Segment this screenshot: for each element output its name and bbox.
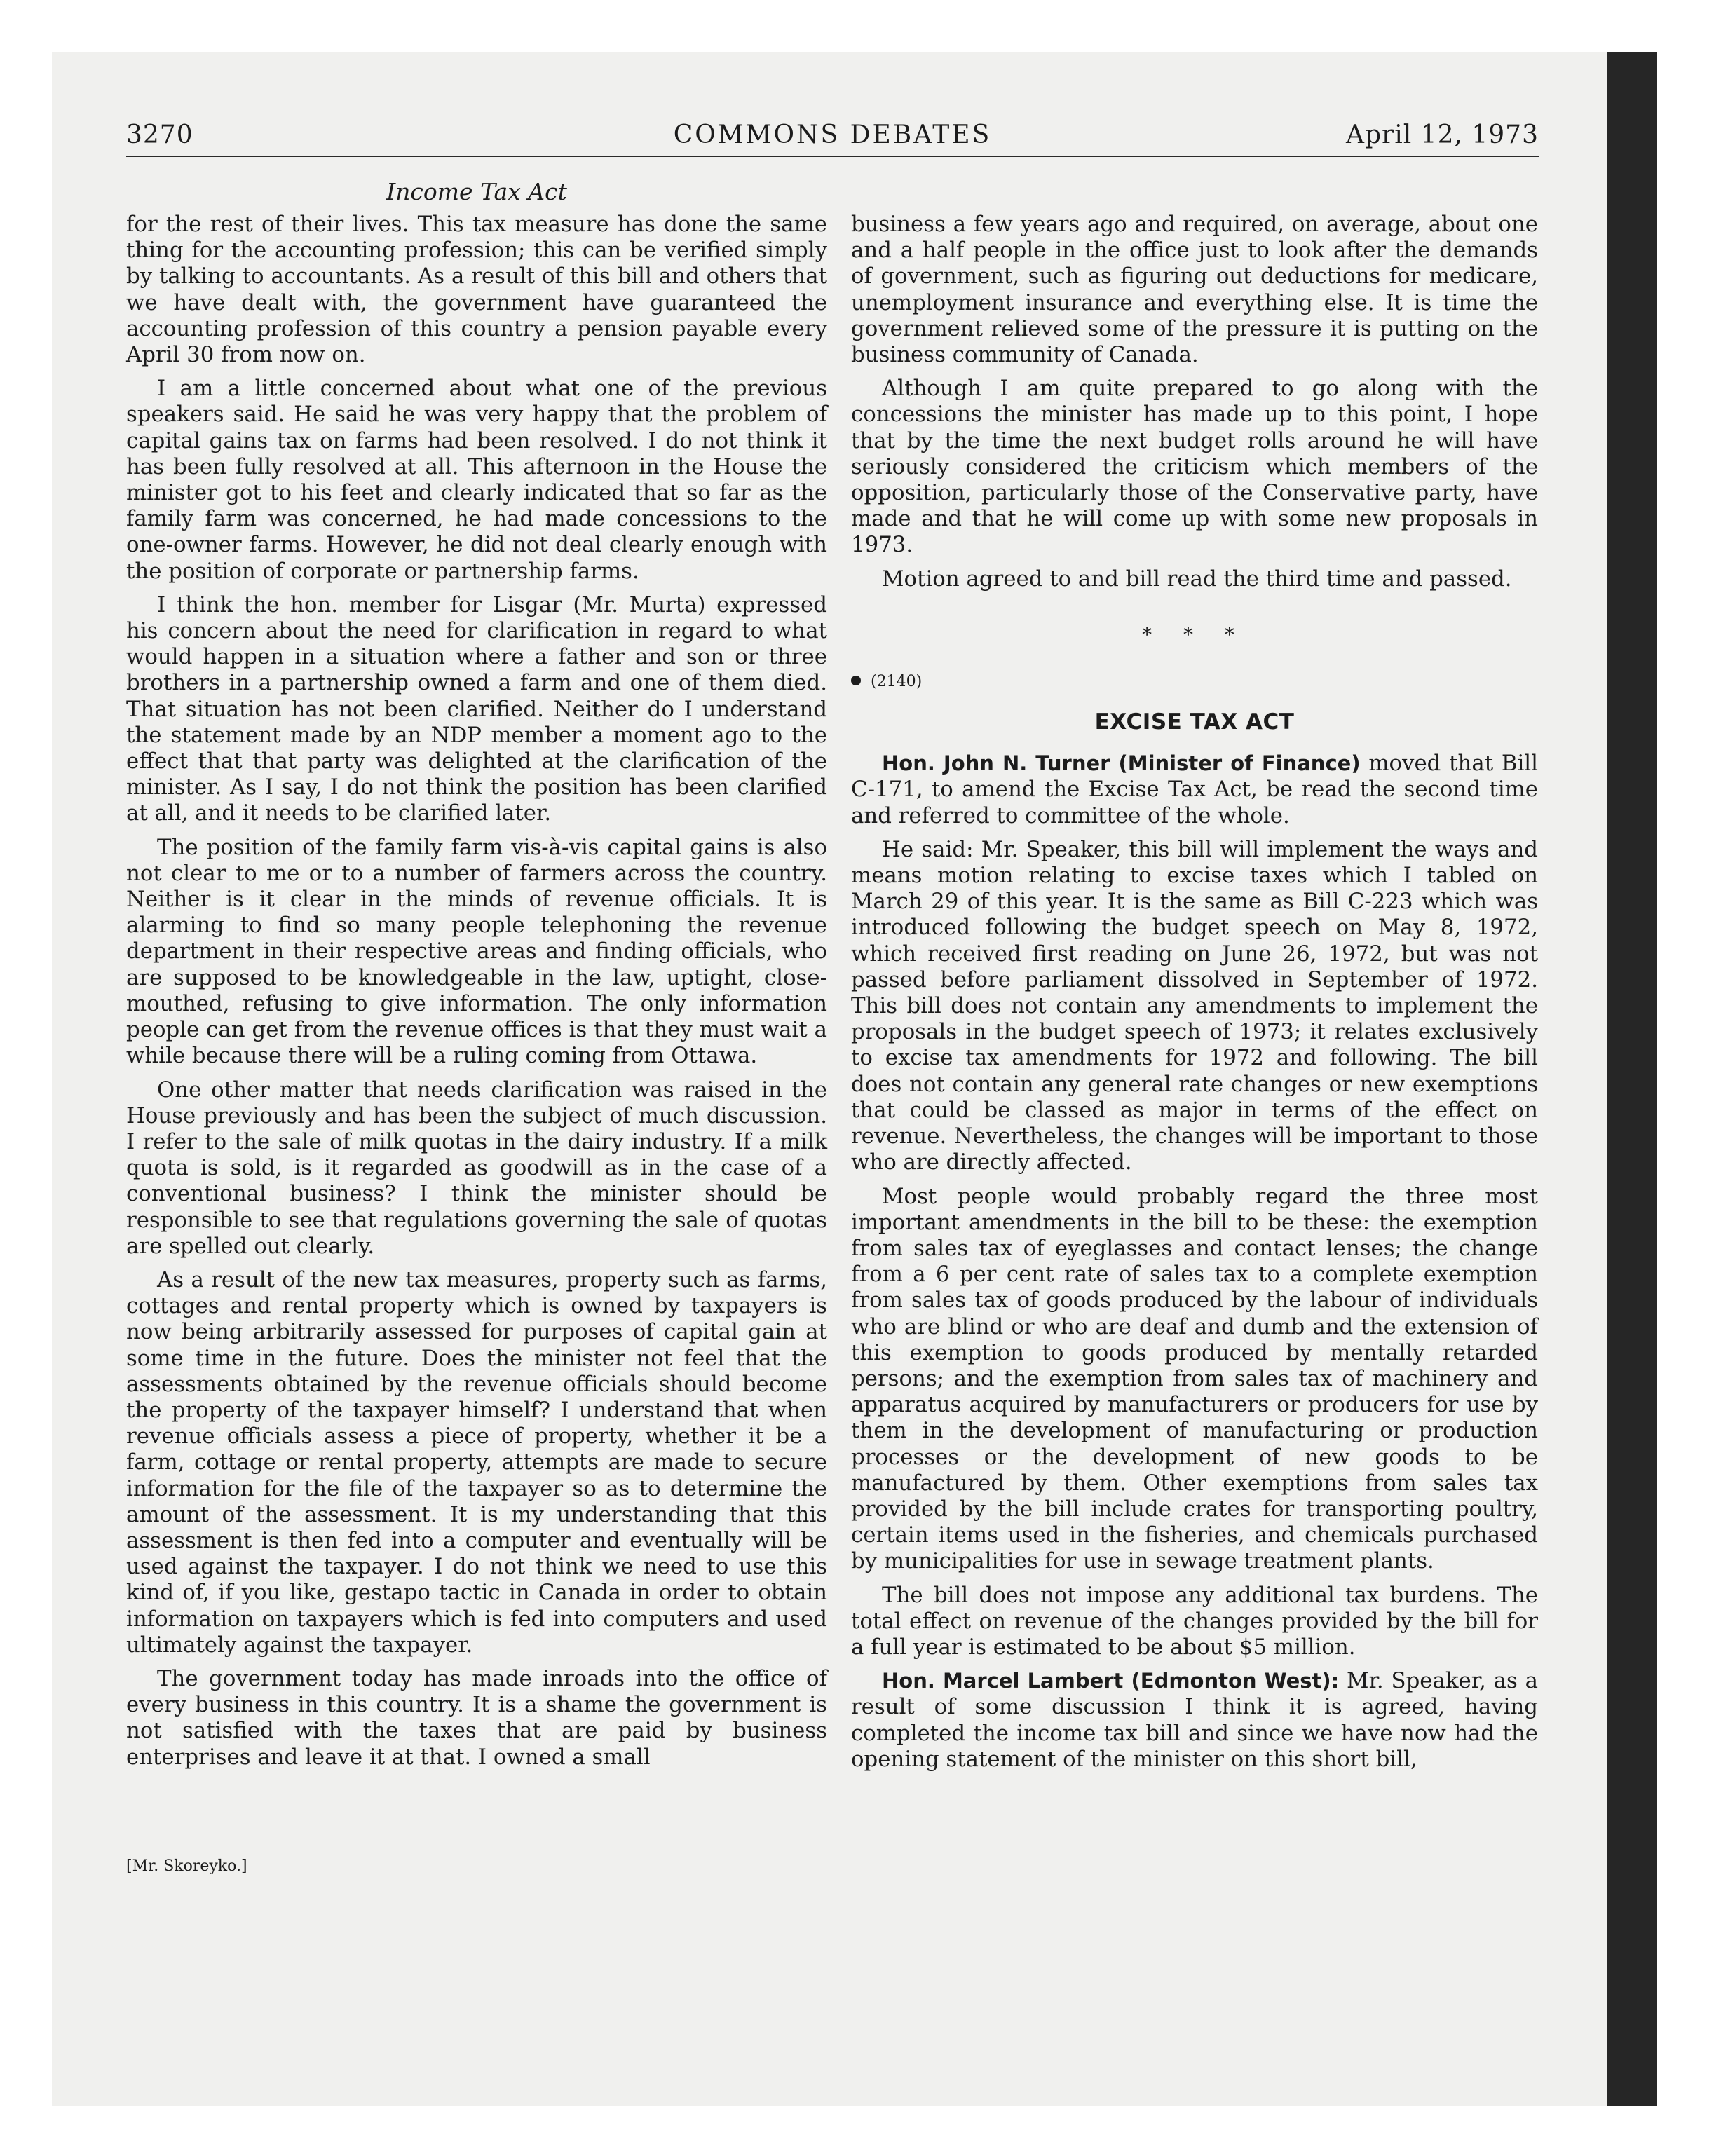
paragraph: As a result of the new tax measures, property such as farms, cottages and rental property which is owned by taxpayers is now being arbitrarily assessed for purposes of capital gain at some time in the future. Does the minister not feel that the assessments obtained by the revenue officials should become the property of the taxpayer himself? I understand that when revenue officials assess a piece of property, whether it be a farm, cottage or rental property, attempts are made to secure information for the file of the taxpayer so as to determine the amount of the assessment. It is my understanding that this assessment is then fed into a computer and eventually will be used against the taxpayer. I do not think we need to use this kind of, if you like, gestapo tactic in Canada in order to obtain information on taxpayers which is fed into computers and used ultimately against the taxpayer. xyxy=(126,1267,827,1658)
paragraph: I am a little concerned about what one of the previous speakers said. He said he was very happy that the problem of capital gains tax on farms had been resolved. I do not think it has been fully resolved at all. This afternoon in the House the minister got to his feet and clearly indicated that so far as the family farm was concerned, he had made concessions to the one-owner farms. However, he did not deal clearly enough with the position of corporate or partnership farms. xyxy=(126,376,827,584)
paragraph: Most people would probably regard the three most important amendments in the bill to be these: the exemption from sales tax of eyeglasses and contact lenses; the change from a 6 per cent rate of sales tax to a complete exemption from sales tax of goods produced by the labour of individuals who are blind or who are deaf and dumb and the extension of this exemption to goods produced by mentally retarded persons; and the exemption from sales tax of machinery and apparatus acquired by manufacturers or producers for use by them in the development of manufacturing or production processes or the development of new goods to be manufactured by them. Other exemptions from sales tax provided by the bill include crates for transporting poultry, certain items used in the fisheries, and chemicals purchased by municipalities for use in sewage treatment plants. xyxy=(851,1183,1538,1574)
paragraph: He said: Mr. Speaker, this bill will implement the ways and means motion relating to excise taxes which I tabled on March 29 of this year. It is the same as Bill C-223 which was introduced following the budget speech on May 8, 1972, which received first reading on June 26, 1972, but was not passed before parliament dissolved in September of 1972. This bill does not contain any amendments to implement the proposals in the budget speech of 1973; it relates exclusively to excise tax amendments for 1972 and following. The bill does not contain any general rate changes or new exemptions that could be classed as major in terms of the effect on revenue. Nevertheless, the changes will be important to those who are directly affected. xyxy=(851,836,1538,1175)
paragraph: The government today has made inroads into the office of every business in this country. It is a shame the government is not satisfied with the taxes that are paid by business enterprises and leave it at that. I owned a small xyxy=(126,1665,827,1770)
left-column xyxy=(126,212,827,1778)
page-number: 3270 xyxy=(126,121,193,149)
time-marker-text: (2140) xyxy=(871,673,923,691)
section-separator: * * * xyxy=(1142,622,1247,646)
paragraph: Motion agreed to and bill read the third time and passed. xyxy=(882,566,1512,592)
paragraph: The position of the family farm vis-à-vis capital gains is also not clear to me or to a number of farmers across the country. Neither is it clear in the minds of revenue officials. It is alarming to find so many people telephoning the revenue department in their respective areas and finding officials, who are supposed to be knowledgeable in the law, uptight, close-mouthed, refusing to give information. The only information people can get from the revenue offices is that they must wait a while because there will be a ruling coming from Ottawa. xyxy=(126,834,827,1069)
paragraph xyxy=(851,1668,1538,1773)
paragraph: business a few years ago and required, on average, about one and a half people in the office just to look after the demands of government, such as figuring out deductions for medicare, unemployment insurance and everything else. It is time the government relieved some of the pressure it is putting on the business community of Canada. xyxy=(851,212,1538,368)
page-date: April 12, 1973 xyxy=(1345,121,1539,149)
paragraph xyxy=(851,751,1538,829)
paragraph: Although I am quite prepared to go along with the concessions the minister has made up to this point, I hope that by the time the next budget rolls around he will have seriously considered the criticism which members of the opposition, particularly those of the Conservative party, have made and that he will come up with some new proposals in 1973. xyxy=(851,376,1538,558)
header-rule xyxy=(126,156,1539,157)
speech-text: moved that Bill C-171, to amend the Excise Tax Act, be read the second time and referred to committee of the whole. xyxy=(851,751,1539,828)
footer-speaker: [Mr. Skoreyko.] xyxy=(126,1857,247,1875)
page-header xyxy=(126,121,1539,156)
speech-text: Mr. Speaker, as a result of some discussion I think it is agreed, having completed the income tax bill and since we have now had the opening statement of the minister on this short bill, xyxy=(851,1668,1538,1772)
speaker-name: Hon. Marcel Lambert (Edmonton West): xyxy=(882,1669,1340,1693)
speaker-name: Hon. John N. Turner (Minister of Finance) xyxy=(882,751,1361,776)
publication-title: COMMONS DEBATES xyxy=(673,121,992,149)
running-head: Income Tax Act xyxy=(386,178,567,205)
time-marker xyxy=(851,671,1538,692)
paragraph: One other matter that needs clarification was raised in the House previously and has been the subject of much discussion. I refer to the sale of milk quotas in the dairy industry. If a milk quota is sold, is it regarded as goodwill as in the case of a conventional business? I think the minister should be responsible to see that regulations governing the sale of quotas are spelled out clearly. xyxy=(126,1077,827,1259)
paragraph: I think the hon. member for Lisgar (Mr. Murta) expressed his concern about the need for clarification in regard to what would happen in a situation where a father and son or three brothers in a partnership owned a farm and one of them died. That situation has not been clarified. Neither do I understand the statement made by an NDP member a moment ago to the effect that that party was delighted at the clarification of the minister. As I say, I do not think the position has been clarified at all, and it needs to be clarified later. xyxy=(126,592,827,826)
paragraph: for the rest of their lives. This tax measure has done the same thing for the accounting profession; this can be verified simply by talking to accountants. As a result of this bill and others that we have dealt with, the government have guaranteed the accounting profession of this country a pension payable every April 30 from now on. xyxy=(126,212,827,368)
section-heading: EXCISE TAX ACT xyxy=(1094,709,1295,735)
paragraph: The bill does not impose any additional tax burdens. The total effect on revenue of the changes provided by the bill for a full year is estimated to be about $5 million. xyxy=(851,1582,1538,1660)
scanner-edge-shadow xyxy=(1607,52,1657,2106)
right-column xyxy=(851,212,1538,1780)
bullet-icon xyxy=(851,676,861,685)
